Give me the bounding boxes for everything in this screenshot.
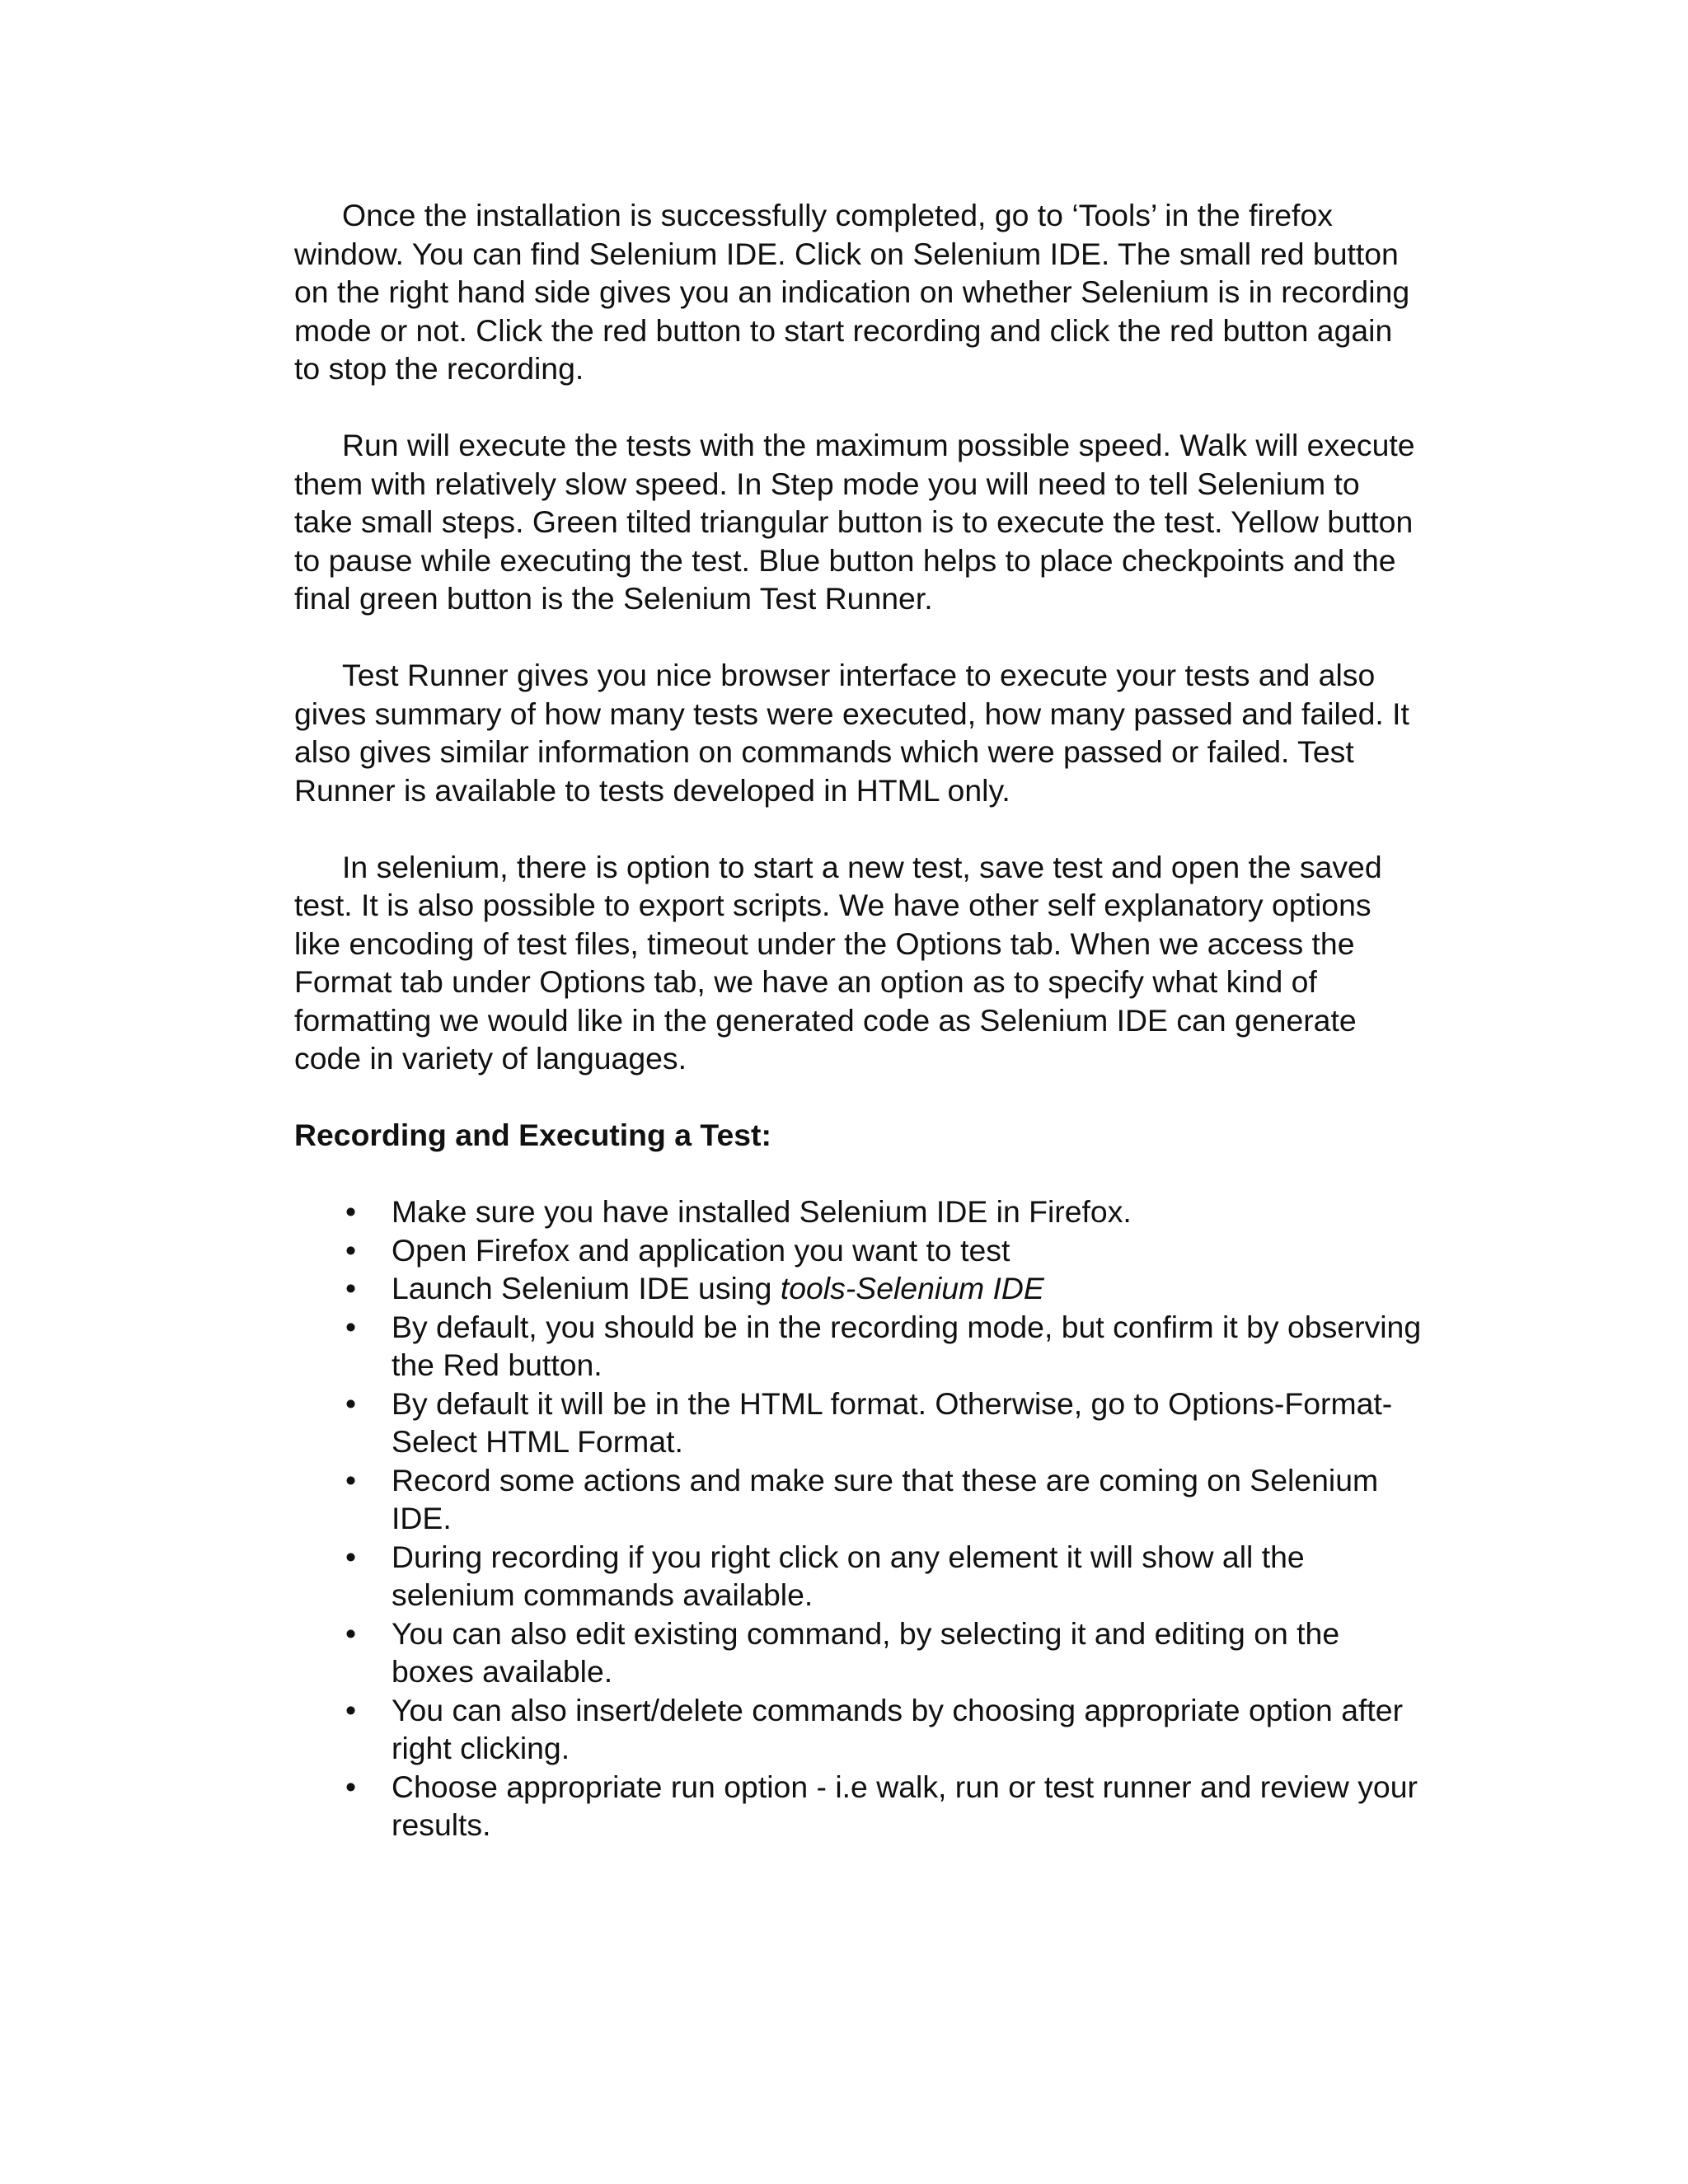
list-item-text: Make sure you have installed Selenium IDE in Firefox. [392,1194,1132,1229]
list-item [294,1308,1423,1385]
list-item [294,1691,1423,1768]
bullet-icon: • [345,1385,357,1421]
list-item-text: During recording if you right click on any element it will show all the selenium commands available. [392,1539,1305,1612]
list-item-text: You can also edit existing command, by selecting it and editing on the boxes available. [392,1615,1340,1689]
bullet-icon: • [345,1271,357,1305]
bullet-icon: • [345,1769,357,1804]
list-item [294,1768,1423,1844]
list-item [294,1385,1423,1461]
paragraph: Run will execute the tests with the maximum possible speed. Walk will execute them with relatively slow speed. In Step mode you will need to tell Selenium to take small steps. Green tilted triangular button is to execute the test. Yellow button to pause while executing the test. Blue button helps to place checkpoints and the final green button is the Selenium Test Runner. [294,428,1415,616]
list-item [294,1461,1423,1538]
list-item-text: Record some actions and make sure that these are coming on Selenium IDE. [392,1462,1379,1535]
list-item [294,1193,1423,1231]
list-item [294,1269,1423,1308]
list-item-italic-text: tools-Selenium IDE [780,1271,1044,1305]
list-item-text: You can also insert/delete commands by choosing appropriate option after right clicking. [392,1692,1404,1765]
bullet-icon: • [345,1692,357,1727]
paragraph: Test Runner gives you nice browser interface to execute your tests and also gives summary of how many tests were executed, how many passed and failed. It also gives similar information on commands which were passed or failed. Test Runner is available to tests developed in HTML only. [294,658,1409,808]
list-item-text: Launch Selenium IDE using [392,1271,781,1305]
bullet-icon: • [345,1462,357,1497]
list-item-text: By default, you should be in the recording mode, but confirm it by observing the Red button. [392,1309,1422,1382]
document-page [294,196,1423,1844]
bullet-icon: • [345,1232,357,1268]
list-item-text: By default it will be in the HTML format. Otherwise, go to Options-Format-Select HTML Format. [392,1385,1393,1459]
paragraph: Once the installation is successfully completed, go to ‘Tools’ in the firefox window. You can find Selenium IDE. Click on Selenium IDE. The small red button on the right hand side gives you an indication on whether Selenium is in recording mode or not. Click the red button to start recording and click the red button again to stop the recording. [294,198,1410,386]
list-item [294,1231,1423,1270]
bullet-icon: • [345,1309,357,1344]
list-item-text: Choose appropriate run option - i.e walk, run or test runner and review your results. [392,1769,1418,1842]
list-item [294,1615,1423,1691]
section-heading: Recording and Executing a Test: [294,1118,771,1152]
bullet-list [294,1193,1423,1844]
bullet-icon: • [345,1194,357,1229]
bullet-icon: • [345,1539,357,1574]
paragraph: In selenium, there is option to start a new test, save test and open the saved test. It is also possible to export scripts. We have other self explanatory options like encoding of test files, timeout under the Options tab. When we access the Format tab under Options tab, we have an option as to specify what kind of formatting we would like in the generated code as Selenium IDE can generate code in variety of languages. [294,849,1382,1076]
list-item-text: Open Firefox and application you want to test [392,1232,1010,1268]
list-item [294,1538,1423,1615]
bullet-icon: • [345,1615,357,1651]
